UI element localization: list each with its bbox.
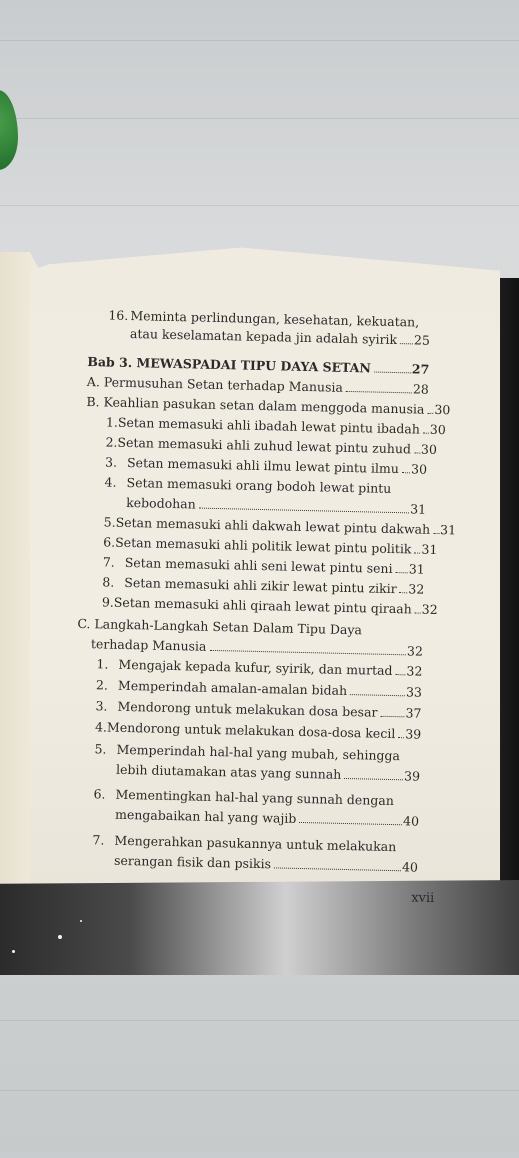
toc-entry: 6. Setan memasuki ahli politik lewat pintu politik 31 [103, 534, 438, 558]
leader-dots [414, 452, 420, 453]
toc-entry: 1. Mengajak kepada kufur, syirik, dan murtad 32 [96, 656, 423, 679]
leader-dots [374, 372, 411, 374]
toc-entry: 7. Mengerahkan pasukannya untuk melakukan [92, 832, 397, 855]
toc-entry: 5. Memperindah hal-hal yang mubah, sehingga [94, 741, 401, 764]
toc-section: B. Keahlian pasukan setan dalam menggoda manusia 30 [86, 394, 451, 418]
leader-dots [415, 613, 421, 614]
leader-dots [350, 694, 405, 696]
leader-dots [398, 737, 404, 738]
toc-entry: 6. Mementingkan hal-hal yang sunnah dengan [93, 786, 395, 809]
leader-dots [427, 413, 433, 414]
page-number: xvii [411, 890, 435, 907]
toc-entry: lebih diutamakan atas yang sunnah 39 [115, 761, 421, 784]
leader-dots [400, 592, 408, 593]
toc-entry: 2. Memperindah amalan-amalan bidah 33 [95, 677, 423, 700]
toc-entry: 2. Setan memasuki ahli zuhud lewat pintu zuhud 30 [105, 434, 438, 457]
leader-dots [433, 533, 439, 534]
toc-entry: 7. Setan memasuki ahli seni lewat pintu seni 31 [102, 554, 425, 577]
leader-dots [423, 433, 429, 434]
toc-section: A. Permusuhan Setan terhadap Manusia 28 [86, 374, 429, 397]
leader-dots [400, 343, 413, 344]
toc-entry: 4. Setan memasuki orang bodoh lewat pintu [104, 474, 392, 496]
toc-entry: 3. Setan memasuki ahli ilmu lewat pintu ilmu 30 [104, 454, 428, 477]
toc-entry: 3. Mendorong untuk melakukan dosa besar 37 [95, 698, 422, 721]
toc-section: C. Langkah-Langkah Setan Dalam Tipu Daya [77, 615, 363, 638]
leader-dots [346, 391, 412, 393]
leader-dots [199, 508, 409, 514]
toc-section: terhadap Manusia 32 [90, 636, 424, 659]
toc-entry: 9. Setan memasuki ahli qiraah lewat pintu qiraah 32 [101, 594, 438, 618]
toc-entry: atau keselamatan kepada jin adalah syirik 25 [129, 325, 431, 348]
leader-dots [395, 572, 407, 573]
toc-entry: 16. Meminta perlindungan, kesehatan, kekuatan, [108, 307, 420, 330]
toc-entry: mengabaikan hal yang wajib 40 [114, 806, 420, 829]
leader-dots [380, 716, 404, 718]
toc-entry: 1. Setan memasuki ahli ibadah lewat pintu ibadah 30 [105, 414, 446, 438]
leader-dots [209, 650, 406, 655]
leader-dots [414, 552, 420, 553]
toc-entry: serangan fisik dan psikis 40 [113, 852, 419, 875]
toc-chapter-heading: Bab 3. MEWASPADAI TIPU DAYA SETAN 27 [87, 354, 430, 377]
toc-entry: 5. Setan memasuki ahli dakwah lewat pintu dakwah 31 [103, 514, 457, 538]
toc-entry: 4. Mendorong untuk melakukan dosa-dosa kecil 39 [94, 719, 422, 742]
leader-dots [395, 674, 405, 675]
leader-dots [402, 472, 410, 473]
leader-dots [299, 822, 402, 825]
leader-dots [274, 867, 401, 871]
toc-entry: kebodohan 31 [126, 494, 427, 517]
leader-dots [344, 778, 403, 780]
toc-entry: 8. Setan memasuki ahli zikir lewat pintu zikir 32 [102, 574, 425, 597]
